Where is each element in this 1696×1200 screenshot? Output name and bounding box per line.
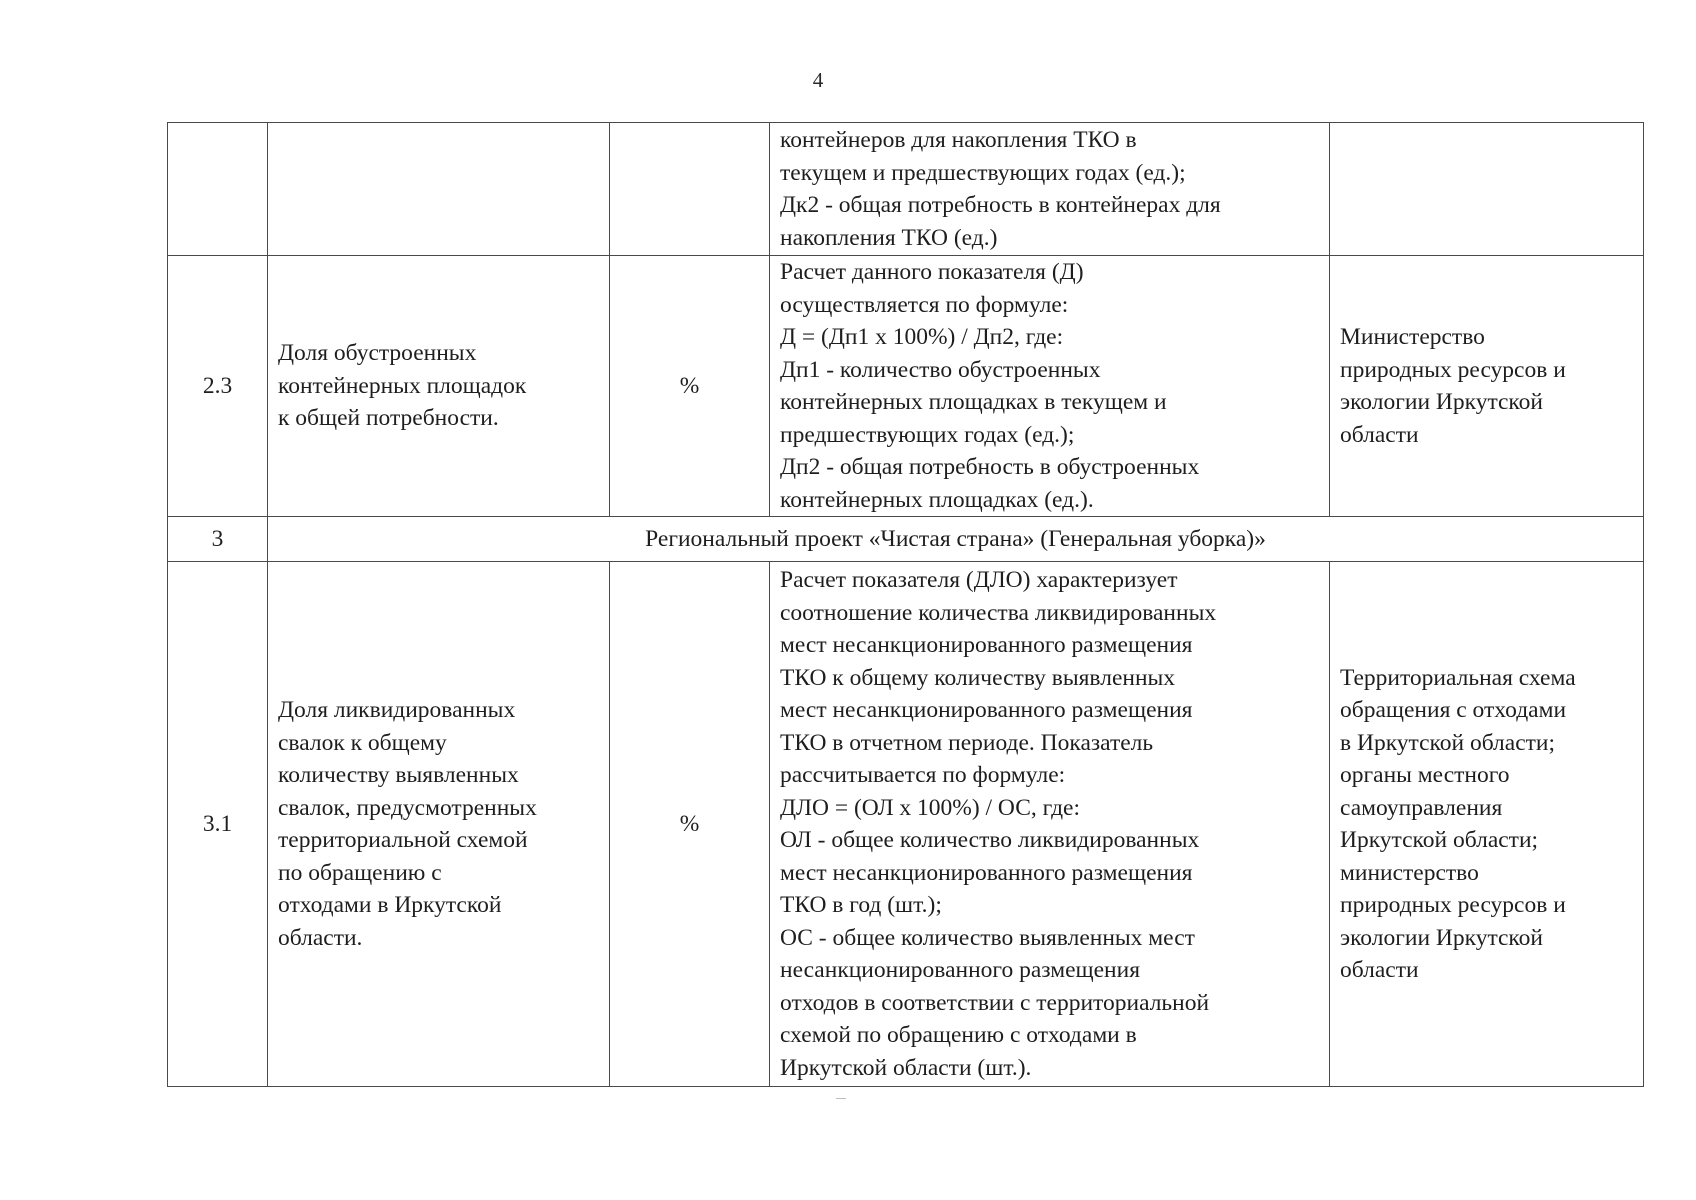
source-line: министерство [1340, 859, 1479, 886]
source-line: Территориальная схема [1340, 664, 1576, 691]
row-number-cell: 2.3 [168, 256, 268, 517]
method-line: ОЛ - общее количество ликвидированных [780, 827, 1200, 853]
scan-artifact [836, 1098, 846, 1099]
source-line: области [1340, 421, 1419, 448]
page-number: 4 [812, 68, 824, 92]
method-line: накопления ТКО (ед.) [780, 224, 998, 251]
source-line: природных ресурсов и [1340, 892, 1566, 918]
method-line: Дк2 - общая потребность в контейнерах для [780, 192, 1221, 218]
source-line: Иркутской области; [1340, 827, 1539, 853]
table-row [168, 562, 1644, 1087]
method-line: контейнерных площадках в текущем и [780, 389, 1167, 415]
name-line: Доля ликвидированных [278, 697, 516, 723]
table-row [168, 256, 1644, 517]
unit-cell: % [610, 562, 770, 1087]
source-line: самоуправления [1340, 794, 1503, 821]
name-line: свалок, предусмотренных [278, 794, 537, 821]
source-line: Министерство [1340, 324, 1485, 350]
method-line: соотношение количества ликвидированных [780, 599, 1217, 626]
table-row-continuation [168, 123, 1644, 256]
method-line: ОС - общее количество выявленных мест [780, 924, 1195, 951]
method-line: схемой по обращению с отходами в [780, 1022, 1137, 1048]
method-line: Д = (Дп1 x 100%) / Дп2, где: [780, 324, 1064, 350]
name-line: территориальной схемой [278, 827, 528, 853]
method-line: ДЛО = (ОЛ x 100%) / ОС, где: [780, 794, 1081, 821]
name-line: Доля обустроенных [278, 340, 477, 367]
source-line: области [1340, 957, 1419, 983]
source-line: органы местного [1340, 762, 1510, 788]
calculation-method-cell [770, 123, 1330, 256]
data-source-cell [1330, 562, 1644, 1087]
row-number-cell [168, 123, 268, 256]
source-line: обращения с отходами [1340, 697, 1567, 723]
calculation-method-cell [770, 562, 1330, 1087]
source-line: экологии Иркутской [1340, 389, 1543, 415]
name-line: по обращению с [278, 859, 442, 886]
method-line: контейнерных площадках (ед.). [780, 486, 1094, 513]
calculation-method-cell [770, 256, 1330, 517]
method-line: Расчет данного показателя (Д) [780, 259, 1084, 285]
data-source-cell [1330, 123, 1644, 256]
name-line: к общей потребности. [278, 405, 499, 432]
source-line: экологии Иркутской [1340, 924, 1543, 951]
data-source-cell [1330, 256, 1644, 517]
method-line: Расчет показателя (ДЛО) характеризует [780, 567, 1178, 593]
row-number-cell: 3.1 [168, 562, 268, 1087]
source-line: природных ресурсов и [1340, 356, 1566, 383]
method-line: ТКО в отчетном периоде. Показатель [780, 729, 1154, 756]
section-row [168, 517, 1644, 562]
method-line: ТКО к общему количеству выявленных [780, 664, 1176, 691]
method-line: Дп1 - количество обустроенных [780, 356, 1101, 383]
name-line: области. [278, 924, 363, 951]
indicator-name-cell [268, 123, 610, 256]
method-line: Дп2 - общая потребность в обустроенных [780, 454, 1200, 480]
source-line: в Иркутской области; [1340, 729, 1556, 756]
unit-cell: % [610, 256, 770, 517]
method-line: контейнеров для накопления ТКО в [780, 127, 1137, 153]
method-line: предшествующих годах (ед.); [780, 421, 1075, 448]
method-line: рассчитывается по формуле: [780, 762, 1066, 788]
name-line: отходами в Иркутской [278, 892, 502, 918]
name-line: контейнерных площадок [278, 372, 527, 399]
method-line: несанкционированного размещения [780, 957, 1141, 983]
method-line: мест несанкционированного размещения [780, 859, 1193, 886]
method-line: осуществляется по формуле: [780, 291, 1069, 318]
section-number-cell: 3 [168, 517, 268, 562]
method-line: ТКО в год (шт.); [780, 892, 942, 918]
name-line: количеству выявленных [278, 762, 519, 788]
indicator-name-cell [268, 562, 610, 1087]
indicator-table [167, 122, 1644, 1087]
method-line: мест несанкционированного размещения [780, 632, 1193, 658]
indicator-name-cell [268, 256, 610, 517]
method-line: мест несанкционированного размещения [780, 697, 1193, 723]
method-line: Иркутской области (шт.). [780, 1054, 1032, 1081]
method-line: отходов в соответствии с территориальной [780, 989, 1210, 1016]
method-line: текущем и предшествующих годах (ед.); [780, 159, 1186, 186]
unit-cell [610, 123, 770, 256]
section-title: Региональный проект «Чистая страна» (Генеральная уборка)» [268, 517, 1644, 562]
name-line: свалок к общему [278, 729, 447, 756]
